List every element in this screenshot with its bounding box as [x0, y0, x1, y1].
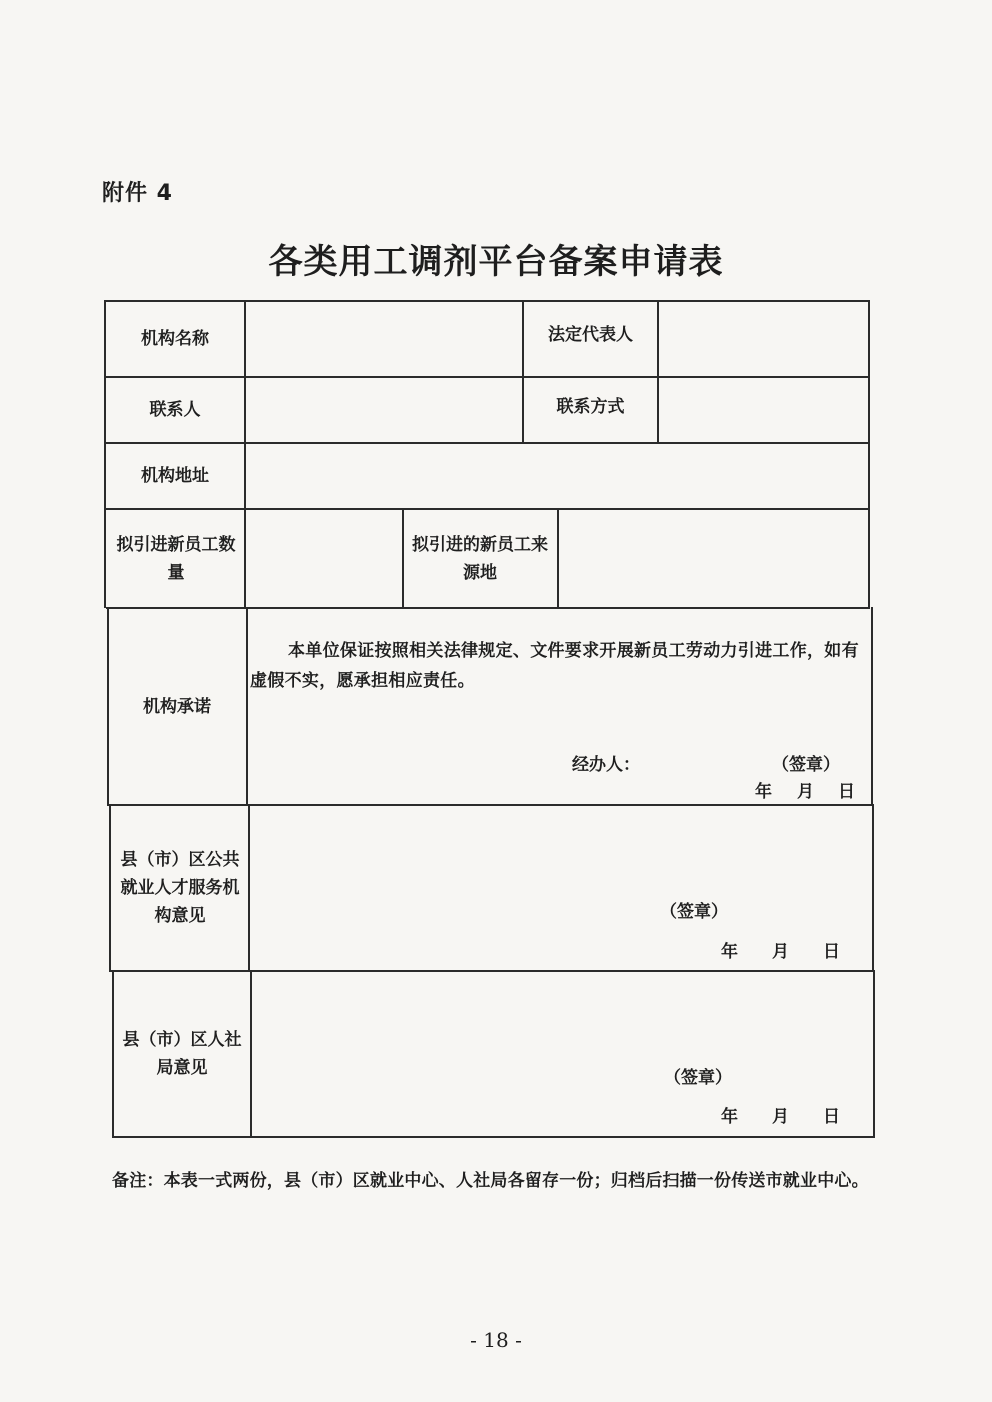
seal-label: （签章）	[772, 755, 840, 775]
page-number: - 18 -	[470, 1328, 522, 1352]
org-address-label: 机构地址	[141, 466, 209, 486]
date-day: 日	[823, 1107, 840, 1127]
source-place-label: 拟引进的新员工来源地	[412, 534, 548, 583]
planned-count-label: 拟引进新员工数量	[116, 534, 236, 583]
handler-label: 经办人：	[572, 755, 640, 775]
date-month: 月	[772, 942, 789, 962]
date-month: 月	[797, 782, 814, 802]
commitment-text: 本单位保证按照相关法律规定、文件要求开展新员工劳动力引进工作，如有虚假不实，愿承担相应责任。	[250, 641, 859, 691]
seal-label: （签章）	[660, 902, 728, 922]
county-center-label: 县（市）区公共就业人才服务机构意见	[120, 850, 240, 926]
remark-note: 备注：本表一式两份，县（市）区就业中心、人社局各留存一份；归档后扫描一份传送市就业中心。	[112, 1171, 869, 1191]
contact-person-label: 联系人	[149, 400, 201, 420]
date-day: 日	[823, 942, 840, 962]
seal-label: （签章）	[664, 1068, 732, 1088]
county-bureau-label: 县（市）区人社局意见	[122, 1030, 242, 1078]
org-name-label: 机构名称	[141, 329, 209, 349]
date-day: 日	[838, 782, 855, 802]
attachment-label: 附件 4	[102, 181, 173, 206]
legal-rep-label: 法定代表人	[548, 325, 633, 345]
form-title: 各类用工调剂平台备案申请表	[268, 242, 724, 282]
contact-method-label: 联系方式	[556, 397, 625, 417]
commitment-label: 机构承诺	[143, 697, 211, 717]
date-month: 月	[772, 1107, 789, 1127]
date-year: 年	[721, 1107, 738, 1127]
date-year: 年	[755, 782, 772, 802]
date-year: 年	[721, 942, 738, 962]
